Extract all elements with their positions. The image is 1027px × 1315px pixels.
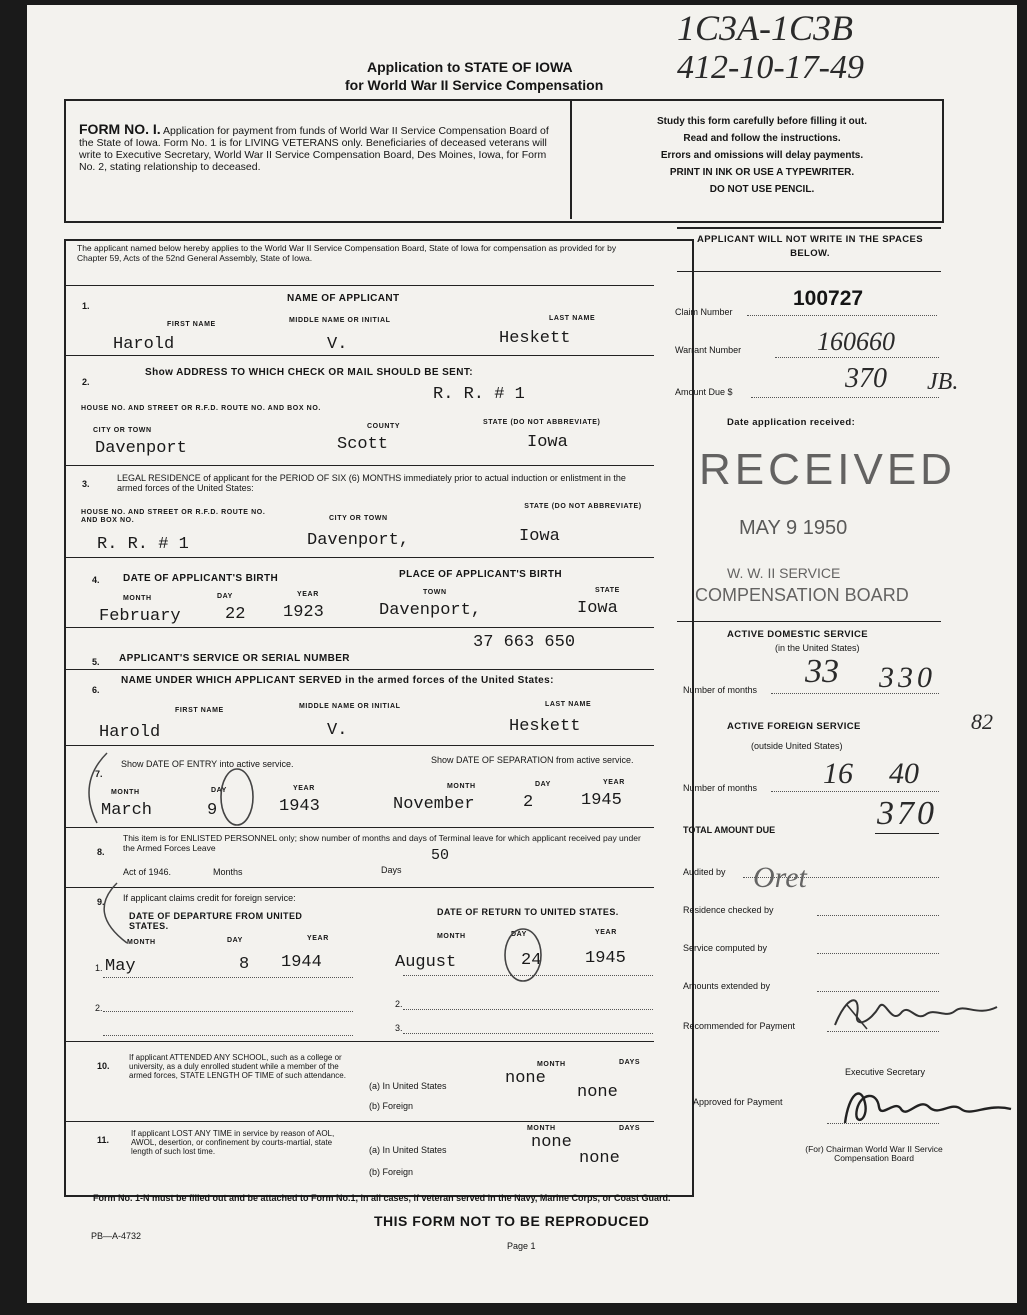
foreign-service-header: ACTIVE FOREIGN SERVICE <box>727 721 861 732</box>
s7-sep-header: Show DATE OF SEPARATION from active service. <box>431 755 634 765</box>
s2-header: Show ADDRESS TO WHICH CHECK OR MAIL SHOULD BE SENT: <box>145 367 474 378</box>
s1-header: NAME OF APPLICANT <box>287 293 400 304</box>
separation-day: 2 <box>523 793 534 812</box>
domestic-amount: 330 <box>879 661 936 694</box>
page-subtitle: for World War II Service Compensation <box>345 77 604 93</box>
pencil-circle-return-day <box>493 915 553 985</box>
departure-month: May <box>105 957 136 976</box>
form-number: FORM NO. I. <box>79 121 161 137</box>
page-number: Page 1 <box>507 1241 536 1251</box>
middle-initial: V. <box>327 335 348 354</box>
amount-due: 370 <box>845 363 887 394</box>
intro-text: The applicant named below hereby applies to the World War II Service Compensation Board, State of Iowa for compensation as provided for by Chapter 59, Acts of the 52nd General Assembly, State of Iowa. <box>77 243 617 263</box>
date-received-label: Date application received: <box>727 417 856 428</box>
s6-header: NAME UNDER WHICH APPLICANT SERVED in the armed forces of the United States: <box>121 675 554 686</box>
instructions: Study this form carefully before filling it out. Read and follow the instructions. Errors and omissions will delay payments. PRINT IN INK OR USE A TYPEWRITER. DO NOT USE PENCIL. <box>656 116 867 195</box>
margin-note: 82 <box>971 709 993 734</box>
departure-day: 8 <box>239 955 250 974</box>
first-name: Harold <box>113 335 175 354</box>
school-foreign-value: none <box>577 1083 618 1102</box>
mail-address: R. R. # 1 <box>433 385 525 404</box>
total-amount-label: TOTAL AMOUNT DUE <box>683 825 776 835</box>
mail-state: Iowa <box>527 433 568 452</box>
approved-signature <box>839 1079 1019 1135</box>
s9-return-header: DATE OF RETURN TO UNITED STATES. <box>437 907 619 917</box>
handwritten-file-code: 1C3A-1C3B <box>677 8 853 48</box>
lost-time-us-value: none <box>531 1133 572 1152</box>
total-amount: 370 <box>877 795 937 832</box>
separation-month: November <box>393 795 475 814</box>
audited-initials: Oret <box>753 861 807 894</box>
footer-note: Form No. 1-N must be filled out and be attached to Form No.1, in all cases, if veteran served in the Navy, Marine Corps, or Coast Guard. <box>93 1193 671 1203</box>
terminal-leave-value: 50 <box>431 847 450 864</box>
last-name: Heskett <box>499 329 571 348</box>
received-stamp: RECEIVED <box>699 445 956 494</box>
s4-header-birth: DATE OF APPLICANT'S BIRTH <box>123 573 279 584</box>
domestic-months: 33 <box>805 653 839 690</box>
handwritten-date-code: 412-10-17-49 <box>677 49 864 86</box>
received-stamp-date: MAY 9 1950 <box>739 517 848 539</box>
serial-number: 37 663 650 <box>473 633 576 652</box>
s9-departure-header: DATE OF DEPARTURE FROM UNITED STATES. <box>129 911 303 931</box>
claim-number: 100727 <box>793 287 864 310</box>
recommended-signature <box>827 985 1007 1045</box>
domestic-service-header: ACTIVE DOMESTIC SERVICE <box>727 629 868 640</box>
s9-header: If applicant claims credit for foreign service: <box>123 893 296 903</box>
served-last-name: Heskett <box>509 717 581 736</box>
s7-entry-header: Show DATE OF ENTRY into active service. <box>121 759 294 769</box>
amount-initials: JB. <box>927 369 959 395</box>
entry-month: March <box>101 801 153 820</box>
return-day: 24 <box>521 951 542 970</box>
warrant-number: 160660 <box>817 327 895 356</box>
page-title: Application to STATE OF IOWA <box>367 59 573 75</box>
foreign-months: 16 <box>823 757 853 790</box>
foreign-amount: 40 <box>889 757 919 790</box>
s4-header-place: PLACE OF APPLICANT'S BIRTH <box>399 569 562 580</box>
birth-year: 1923 <box>283 603 324 622</box>
document-page: 1C3A-1C3B 412-10-17-49 Application to STATE OF IOWA for World War II Service Compensation FORM NO. I. Application for payment from funds of World War II Service Compensation Board of the State of Iowa. Form No. 1 is for LIVING VETERANS only. Beneficiaries of deceased veterans will write to Executive Secretary, World War II Service Compensation Board, Des Moines, Iowa, for Form No. 2, stating relationship to deceased. Study this form carefully before filling it out. Read and follow the instructions. Errors and omissions will delay payments. PRINT IN INK OR USE A TYPEWRITER. DO NOT USE PENCIL. The applicant named below hereby applies to the World War II Service Compensation Board, State of Iowa for compensation as provided for by Chapter 59, Acts of the 52nd General Assembly, State of Iowa. 1. NAME OF APPLICANT FIRST NAME MIDDLE NAME OR INITIAL LAST NAME Harold V. Heskett 2. Show ADDRESS TO WHICH CHECK OR MAIL SHOULD BE SENT: HOUSE NO. AND STREET OR R.F.D. ROUTE NO. AND BOX NO. R. R. # 1 CITY OR TOWN COUNTY STATE (DO NOT ABBREVIATE) Davenport Scott Iowa 3. LEGAL RESIDENCE of applicant for the PERIOD OF SIX (6) MONTHS immediately prior to actual induction or enlistment in the armed forces of the United States: HOUSE NO. AND STREET OR R.F.D. ROUTE NO. AND BOX NO. CITY OR TOWN STATE (DO NOT ABBREVIATE) R. R. # 1 Davenport, Iowa 4. DATE OF APPLICANT'S BIRTH PLACE OF APPLICANT'S BIRTH MONTH DAY YEAR TOWN STATE February 22 1923 Davenport, Iowa 5. APPLICANT'S SERVICE OR SERIAL NUMBER 37 663 650 6. NAME UNDER WHICH APPLICANT SERVED in the armed forces of the United States: FIRST NAME MIDDLE NAME OR INITIAL LAST NAME Harold V. Heskett 7. Show DATE OF ENTRY into active service. Show DATE OF SEPARATION from active service. MONTH DAY YEAR MONTH DAY YEAR March 9 1943 November 2 1945 8. This item is for ENLISTED PERSONNEL only; show number of months and days of Terminal leave for which applicant received pay under the Armed Forces Leave 50 Act of 1946. Months Days 9. If applicant claims credit for foreign service: DATE OF DEPARTURE FROM UNITED STATES. DATE OF RETURN TO UNITED STATES. MONTH DAY YEAR MONTH DAY YEAR 1. May 8 1944 August 24 1945 2. 2. 3. 10. If applicant ATTENDED ANY SCHOOL, such as a college or university, as a duly enrolled student while a member of the armed forces, STATE LENGTH OF TIME of such attendance. MONTH DAYS (a) In United States none none (b) Foreign 11. If applicant LOST ANY TIME in service by reason of AOL, AWOL, desertion, or confinement by courts-martial, state length of such lost time. MONTH DAYS (a) In United States none none (b) Foreign APPLICANT WILL NOT WRITE IN THE SPACES BELOW. Claim Number 100727 Warrant Number 160660 Amount Due $ 370 JB. Date application received: RECEIVED MAY 9 1950 W. W. II SERVICE COMPENSATION BOARD ACTIVE DOMESTIC SERVICE (in the United States) Number of months 33 330 ACTIVE FOREIGN SERVICE (outside United States) 82 Number of months 16 40 TOTAL AMOUNT DUE 370 Audited by Oret Residence checked by Service computed by Amounts extended by Recommended for Payment Executive Secretary Approved for Payment (For) Chairman World War II Service Compensation Board Form No. 1-N must be filled out and be attached to Form No.1, in all cases, if veteran served in the Navy, Marine Corps, or Coast Guard. THIS FORM NOT TO BE REPRODUCED PB—A-4732 Page 1 <box>27 5 1017 1303</box>
birth-town: Davenport, <box>379 601 482 620</box>
s5-header: APPLICANT'S SERVICE OR SERIAL NUMBER <box>119 653 350 664</box>
departure-year: 1944 <box>281 953 322 972</box>
received-stamp-agency: W. W. II SERVICE <box>727 565 841 581</box>
served-first-name: Harold <box>99 723 161 742</box>
birth-state: Iowa <box>577 599 618 618</box>
return-month: August <box>395 953 457 972</box>
residence-address: R. R. # 1 <box>97 535 189 554</box>
entry-year: 1943 <box>279 797 320 816</box>
separation-year: 1945 <box>581 791 622 810</box>
return-year: 1945 <box>585 949 626 968</box>
form-code: PB—A-4732 <box>91 1231 142 1241</box>
mail-county: Scott <box>337 435 389 454</box>
residence-state: Iowa <box>519 527 560 546</box>
s8-text: This item is for ENLISTED PERSONNEL only; show number of months and days of Terminal leave for which applicant received pay under the Armed Forces Leave <box>123 833 641 853</box>
received-stamp-board: COMPENSATION BOARD <box>695 585 909 605</box>
chairman-label: (For) Chairman World War II Service Compensation Board <box>805 1144 943 1163</box>
office-use-header: APPLICANT WILL NOT WRITE IN THE SPACES BELOW. <box>697 234 923 259</box>
s10-text: If applicant ATTENDED ANY SCHOOL, such as a college or university, as a duly enrolled student while a member of the armed forces, STATE LENGTH OF TIME of such attendance. <box>129 1053 346 1080</box>
birth-day: 22 <box>225 605 246 624</box>
pencil-circles <box>67 743 307 963</box>
entry-day: 9 <box>207 801 218 820</box>
residence-city: Davenport, <box>307 531 410 550</box>
s11-text: If applicant LOST ANY TIME in service by reason of AOL, AWOL, desertion, or confinement by courts-martial, state length of such lost time. <box>131 1129 335 1156</box>
s3-header: LEGAL RESIDENCE of applicant for the PERIOD OF SIX (6) MONTHS immediately prior to actual induction or enlistment in the armed forces of the United States: <box>117 473 626 493</box>
birth-month: February <box>99 607 181 626</box>
served-middle-initial: V. <box>327 721 348 740</box>
mail-city: Davenport <box>95 439 187 458</box>
form-description: FORM NO. I. Application for payment from funds of World War II Service Compensation Board of the State of Iowa. Form No. 1 is for LIVING VETERANS only. Beneficiaries of deceased veterans will write to Executive Secretary, World War II Service Compensation Board, Des Moines, Iowa, for Form No. 2, stating relationship to deceased. <box>79 121 549 173</box>
lost-time-foreign-value: none <box>579 1149 620 1168</box>
school-us-value: none <box>505 1069 546 1088</box>
not-reproduced-notice: THIS FORM NOT TO BE REPRODUCED <box>374 1213 650 1229</box>
